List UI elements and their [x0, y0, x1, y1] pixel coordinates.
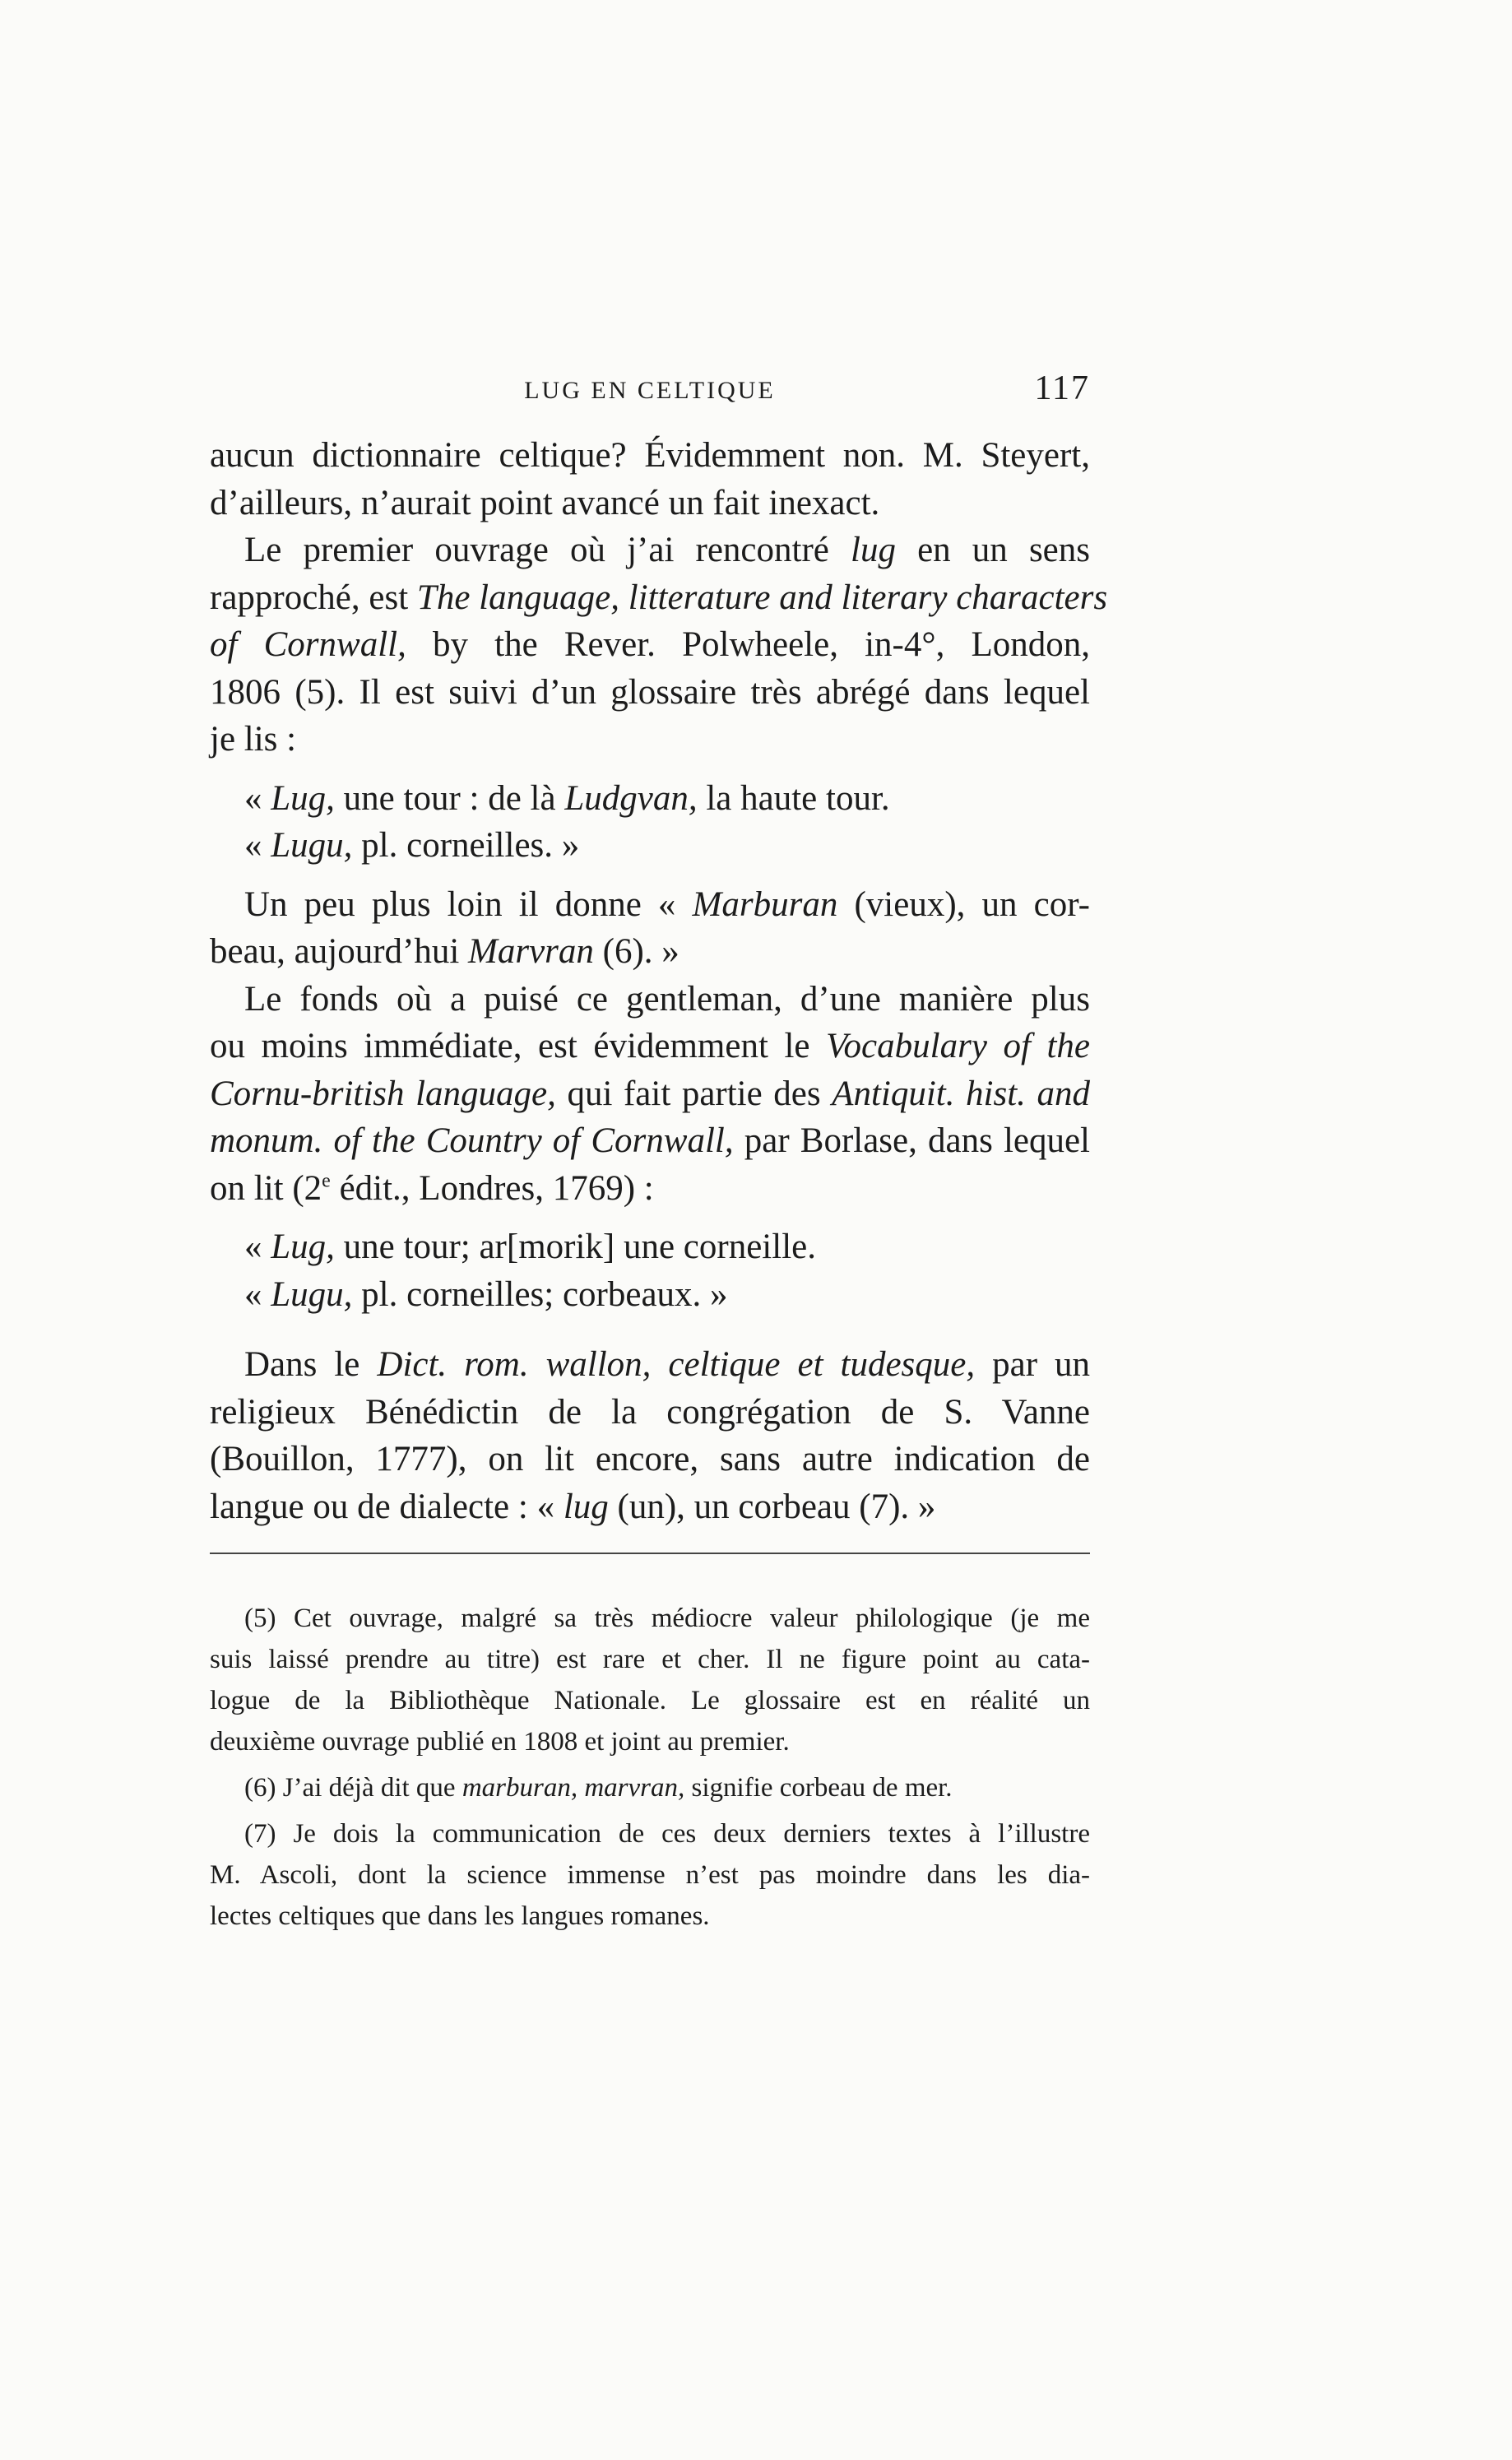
text-run: pl. corneilles. » [352, 826, 580, 865]
quote-line [210, 822, 1090, 870]
text-run: on lit (2 [210, 1168, 322, 1208]
text-run: une tour; ar[morik] une corneille. [334, 1228, 816, 1266]
text-line: je lis : [210, 720, 297, 759]
text-run: la haute tour. [697, 778, 890, 818]
text-line [210, 1483, 1090, 1531]
text-line [210, 928, 1090, 976]
main-text [210, 432, 1108, 1530]
footnote-line: M. Ascoli, dont la science immense n’est pas moindre dans les dia- [210, 1860, 1090, 1890]
text-run: « [244, 1228, 271, 1266]
text-run: (6) J’ai déjà dit que [244, 1773, 462, 1803]
text-run: ou moins immédiate, est évidemment le [210, 1027, 827, 1065]
italic-title: Cornu-british language, [210, 1074, 556, 1113]
text-run: Dans le [244, 1345, 378, 1384]
italic-term: Lug, [271, 1228, 335, 1266]
running-head [210, 369, 1090, 418]
text-run: Un peu plus loin il donne « [244, 884, 693, 924]
italic-term: Lugu, [271, 826, 353, 865]
italic-term: Lugu, [271, 1274, 353, 1314]
text-line: aucun dictionnaire celtique? Évidemment non. M. Steyert, [210, 436, 1090, 475]
italic-title: of Cornwall, [210, 625, 406, 664]
text-run: (un), un corbeau (7). » [608, 1487, 936, 1526]
text-run: par un [975, 1345, 1091, 1384]
italic-term: Ludgvan, [564, 778, 698, 818]
italic-term: Marvran [468, 932, 594, 971]
page-number: 117 [1034, 369, 1090, 407]
text-line [210, 621, 1090, 669]
text-run: pl. corneilles; corbeaux. » [352, 1274, 728, 1314]
text-run: by the Rever. Polwheele, in-4°, London, [406, 625, 1090, 664]
italic-term: lug [563, 1487, 609, 1526]
text-run: rapproché, est [210, 578, 417, 617]
text-run: « [244, 1274, 271, 1314]
text-line [210, 574, 1108, 622]
italic-title: Vocabulary of the [826, 1027, 1090, 1065]
text-line [210, 1341, 1090, 1389]
text-line [210, 1165, 1090, 1213]
text-run: en un sens [895, 531, 1090, 569]
italic-title: The language, litterature and literary characters [416, 578, 1108, 617]
italic-term: lug [851, 531, 896, 569]
footnote-divider [210, 1553, 1090, 1554]
text-run: signifie corbeau de mer. [684, 1773, 953, 1803]
text-line: d’ailleurs, n’aurait point avancé un fait inexact. [210, 483, 880, 522]
footnote-line: lectes celtiques que dans les langues romanes. [210, 1901, 710, 1931]
text-line [210, 1023, 1090, 1070]
footnote-line: (5) Cet ouvrage, malgré sa très médiocre valeur philologique (je me [244, 1604, 1090, 1633]
text-line [210, 527, 1090, 574]
text-run: édit., Londres, 1769) : [330, 1168, 654, 1208]
text-line [210, 1070, 1090, 1118]
superscript: e [322, 1170, 331, 1192]
text-run: langue ou de dialecte : « [210, 1487, 564, 1526]
text-line [210, 1117, 1090, 1165]
text-line: Le fonds où a puisé ce gentleman, d’une manière plus [244, 979, 1090, 1019]
italic-title: Dict. rom. wallon, celtique et tudesque, [377, 1345, 976, 1384]
quote-line [210, 775, 1090, 823]
footnote-line: (7) Je dois la communication de ces deux derniers textes à l’illustre [244, 1819, 1090, 1849]
quote-line [210, 1271, 1090, 1319]
quote-line [210, 1223, 1090, 1271]
running-title: LUG EN CELTIQUE [524, 377, 776, 404]
text-run: « [244, 826, 271, 865]
italic-title: Antiquit. hist. and [832, 1074, 1090, 1113]
italic-term: Lug, [271, 778, 335, 818]
text-run: Le premier ouvrage où j’ai rencontré [244, 531, 851, 569]
text-run: par Borlase, dans lequel [733, 1121, 1091, 1160]
text-line: 1806 (5). Il est suivi d’un glossaire très abrégé dans lequel [210, 672, 1090, 712]
italic-term: Marburan [692, 884, 838, 924]
footnote-line: logue de la Bibliothèque Nationale. Le glossaire est en réalité un [210, 1686, 1090, 1715]
footnote-line [210, 1767, 1090, 1808]
text-run: (6). » [593, 932, 679, 971]
italic-term: marburan, marvran, [461, 1773, 685, 1803]
text-line: religieux Bénédictin de la congrégation de S. Vanne [210, 1392, 1090, 1432]
footnotes [210, 1598, 1090, 1937]
footnote-line: deuxième ouvrage publié en 1808 et joint au premier. [210, 1727, 790, 1757]
text-line [210, 881, 1090, 929]
italic-title: monum. of the Country of Cornwall, [210, 1121, 734, 1160]
text-run: qui fait partie des [555, 1074, 833, 1113]
text-run: « [244, 778, 271, 818]
text-run: une tour : de là [334, 778, 565, 818]
text-line: (Bouillon, 1777), on lit encore, sans autre indication de [210, 1440, 1090, 1478]
text-run: beau, aujourd’hui [210, 932, 469, 971]
text-run: (vieux), un cor- [837, 884, 1090, 924]
footnote-line: suis laissé prendre au titre) est rare et cher. Il ne figure point au cata- [210, 1645, 1090, 1674]
